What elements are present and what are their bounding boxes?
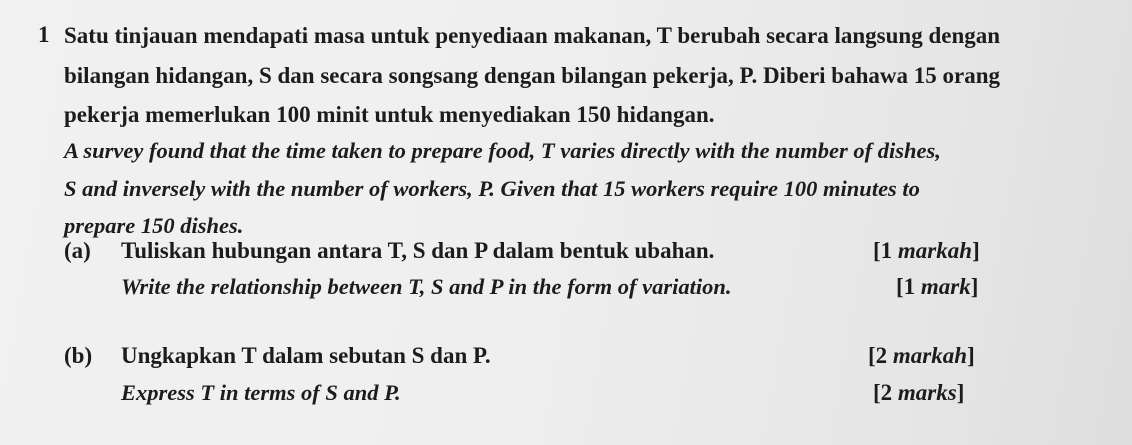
english-line-1: A survey found that the time taken to prepare food, T varies directly with the number of dishes, <box>64 138 941 163</box>
malay-line-1: Satu tinjauan mendapati masa untuk penyediaan makanan, T berubah secara langsung dengan <box>64 23 1001 48</box>
part-b-malay: Ungkapkan T dalam sebutan S dan P. <box>121 343 491 368</box>
malay-line-3: pekerja memerlukan 100 minit untuk menyediakan 150 hidangan. <box>64 102 715 127</box>
part-b-label: (b) <box>64 343 93 368</box>
part-b-mark-english: [2 marks] <box>873 380 965 405</box>
part-a-english: Write the relationship between T, S and P in the form of variation. <box>121 274 732 299</box>
question-number: 1 <box>38 22 50 47</box>
malay-line-2: bilangan hidangan, S dan secara songsang dengan bilangan pekerja, P. Diberi bahawa 15 orang <box>64 63 1000 88</box>
part-a-malay: Tuliskan hubungan antara T, S dan P dalam bentuk ubahan. <box>121 238 715 263</box>
part-a-mark-malay: [1 markah] <box>873 238 980 263</box>
english-line-3: prepare 150 dishes. <box>64 213 244 238</box>
english-line-2: S and inversely with the number of workers, P. Given that 15 workers require 100 minutes to <box>64 176 920 201</box>
part-b-mark-malay: [2 markah] <box>868 343 975 368</box>
part-a-mark-english: [1 mark] <box>896 274 979 299</box>
part-b-english: Express T in terms of S and P. <box>121 380 401 405</box>
part-a-label: (a) <box>64 238 91 263</box>
